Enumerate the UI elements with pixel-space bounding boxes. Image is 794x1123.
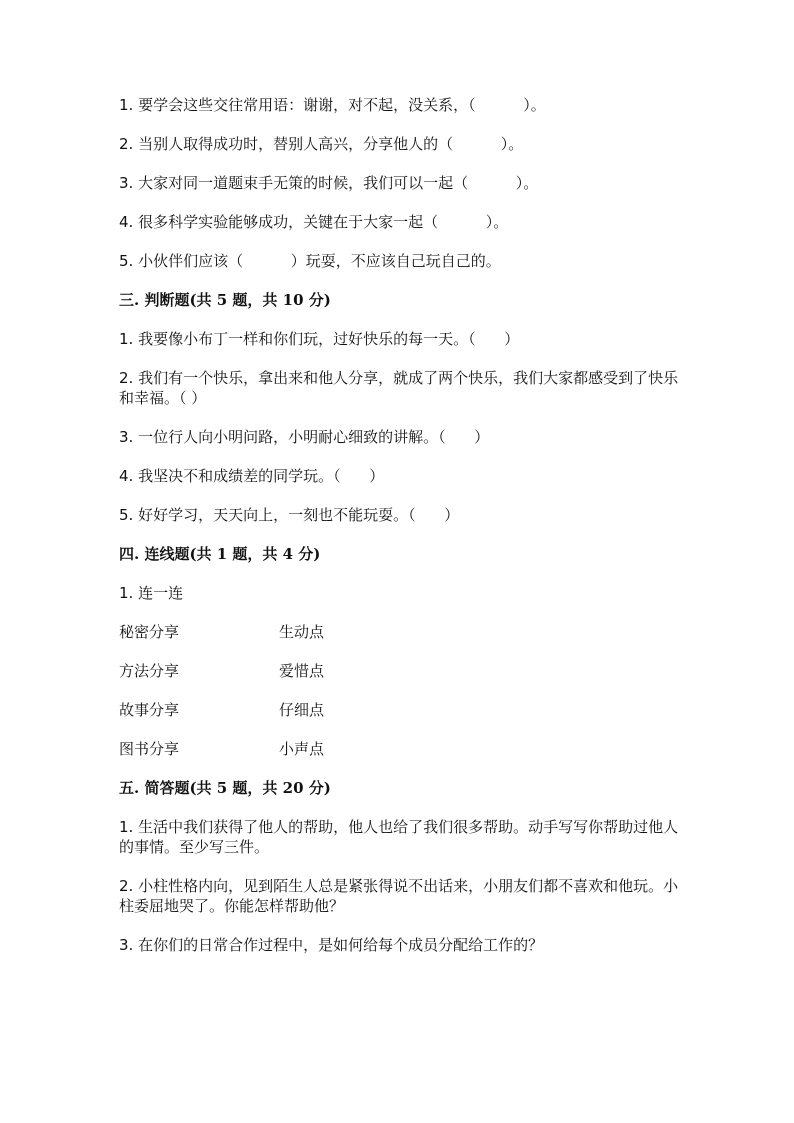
fill-blank-question-3: 3. 大家对同一道题束手无策的时候，我们可以一起（ ）。 (119, 174, 539, 192)
matching-left-item: 故事分享 (119, 701, 180, 719)
fill-blank-question-4: 4. 很多科学实验能够成功，关键在于大家一起（ ）。 (119, 213, 509, 231)
short-answer-question-3: 3. 在你们的日常合作过程中，是如何给每个成员分配给工作的？ (119, 936, 544, 954)
section-heading-matching: 四. 连线题(共 1 题，共 4 分) (119, 545, 321, 563)
matching-question: 1. 连一连 (119, 584, 184, 602)
matching-left-item: 图书分享 (119, 740, 180, 758)
matching-right-item: 仔细点 (279, 701, 325, 719)
judgment-question-5: 5. 好好学习，天天向上，一刻也不能玩耍。（ ） (119, 506, 460, 524)
section-heading-judgment: 三. 判断题(共 5 题，共 10 分) (119, 291, 331, 309)
matching-right-item: 爱惜点 (279, 662, 325, 680)
worksheet-page (119, 95, 679, 955)
fill-blank-question-5: 5. 小伙伴们应该（ ）玩耍，不应该自己玩自己的。 (119, 252, 501, 270)
matching-left-item: 方法分享 (119, 662, 180, 680)
short-answer-question-2: 2. 小柱性格内向，见到陌生人总是紧张得说不出话来，小朋友们都不喜欢和他玩。小柱委屈地哭了。你能怎样帮助他？ (119, 877, 679, 915)
matching-row (119, 700, 679, 720)
matching-left-item: 秘密分享 (119, 623, 180, 641)
matching-right-item: 生动点 (279, 623, 325, 641)
judgment-question-1: 1. 我要像小布丁一样和你们玩，过好快乐的每一天。（ ） (119, 330, 520, 348)
judgment-question-3: 3. 一位行人向小明问路，小明耐心细致的讲解。（ ） (119, 428, 490, 446)
fill-blank-question-1: 1. 要学会这些交往常用语：谢谢，对不起，没关系，（ ）。 (119, 96, 546, 114)
judgment-question-2: 2. 我们有一个快乐，拿出来和他人分享，就成了两个快乐，我们大家都感受到了快乐和幸福。（ ） (119, 369, 679, 407)
judgment-question-4: 4. 我坚决不和成绩差的同学玩。（ ） (119, 467, 385, 485)
section-heading-short-answer: 五. 简答题(共 5 题，共 20 分) (119, 779, 331, 797)
matching-right-item: 小声点 (279, 740, 325, 758)
matching-row (119, 739, 679, 759)
matching-row (119, 622, 679, 642)
fill-blank-question-2: 2. 当别人取得成功时，替别人高兴，分享他人的（ ）。 (119, 135, 524, 153)
short-answer-question-1: 1. 生活中我们获得了他人的帮助，他人也给了我们很多帮助。动手写写你帮助过他人的事情。至少写三件。 (119, 818, 679, 856)
matching-row (119, 661, 679, 681)
